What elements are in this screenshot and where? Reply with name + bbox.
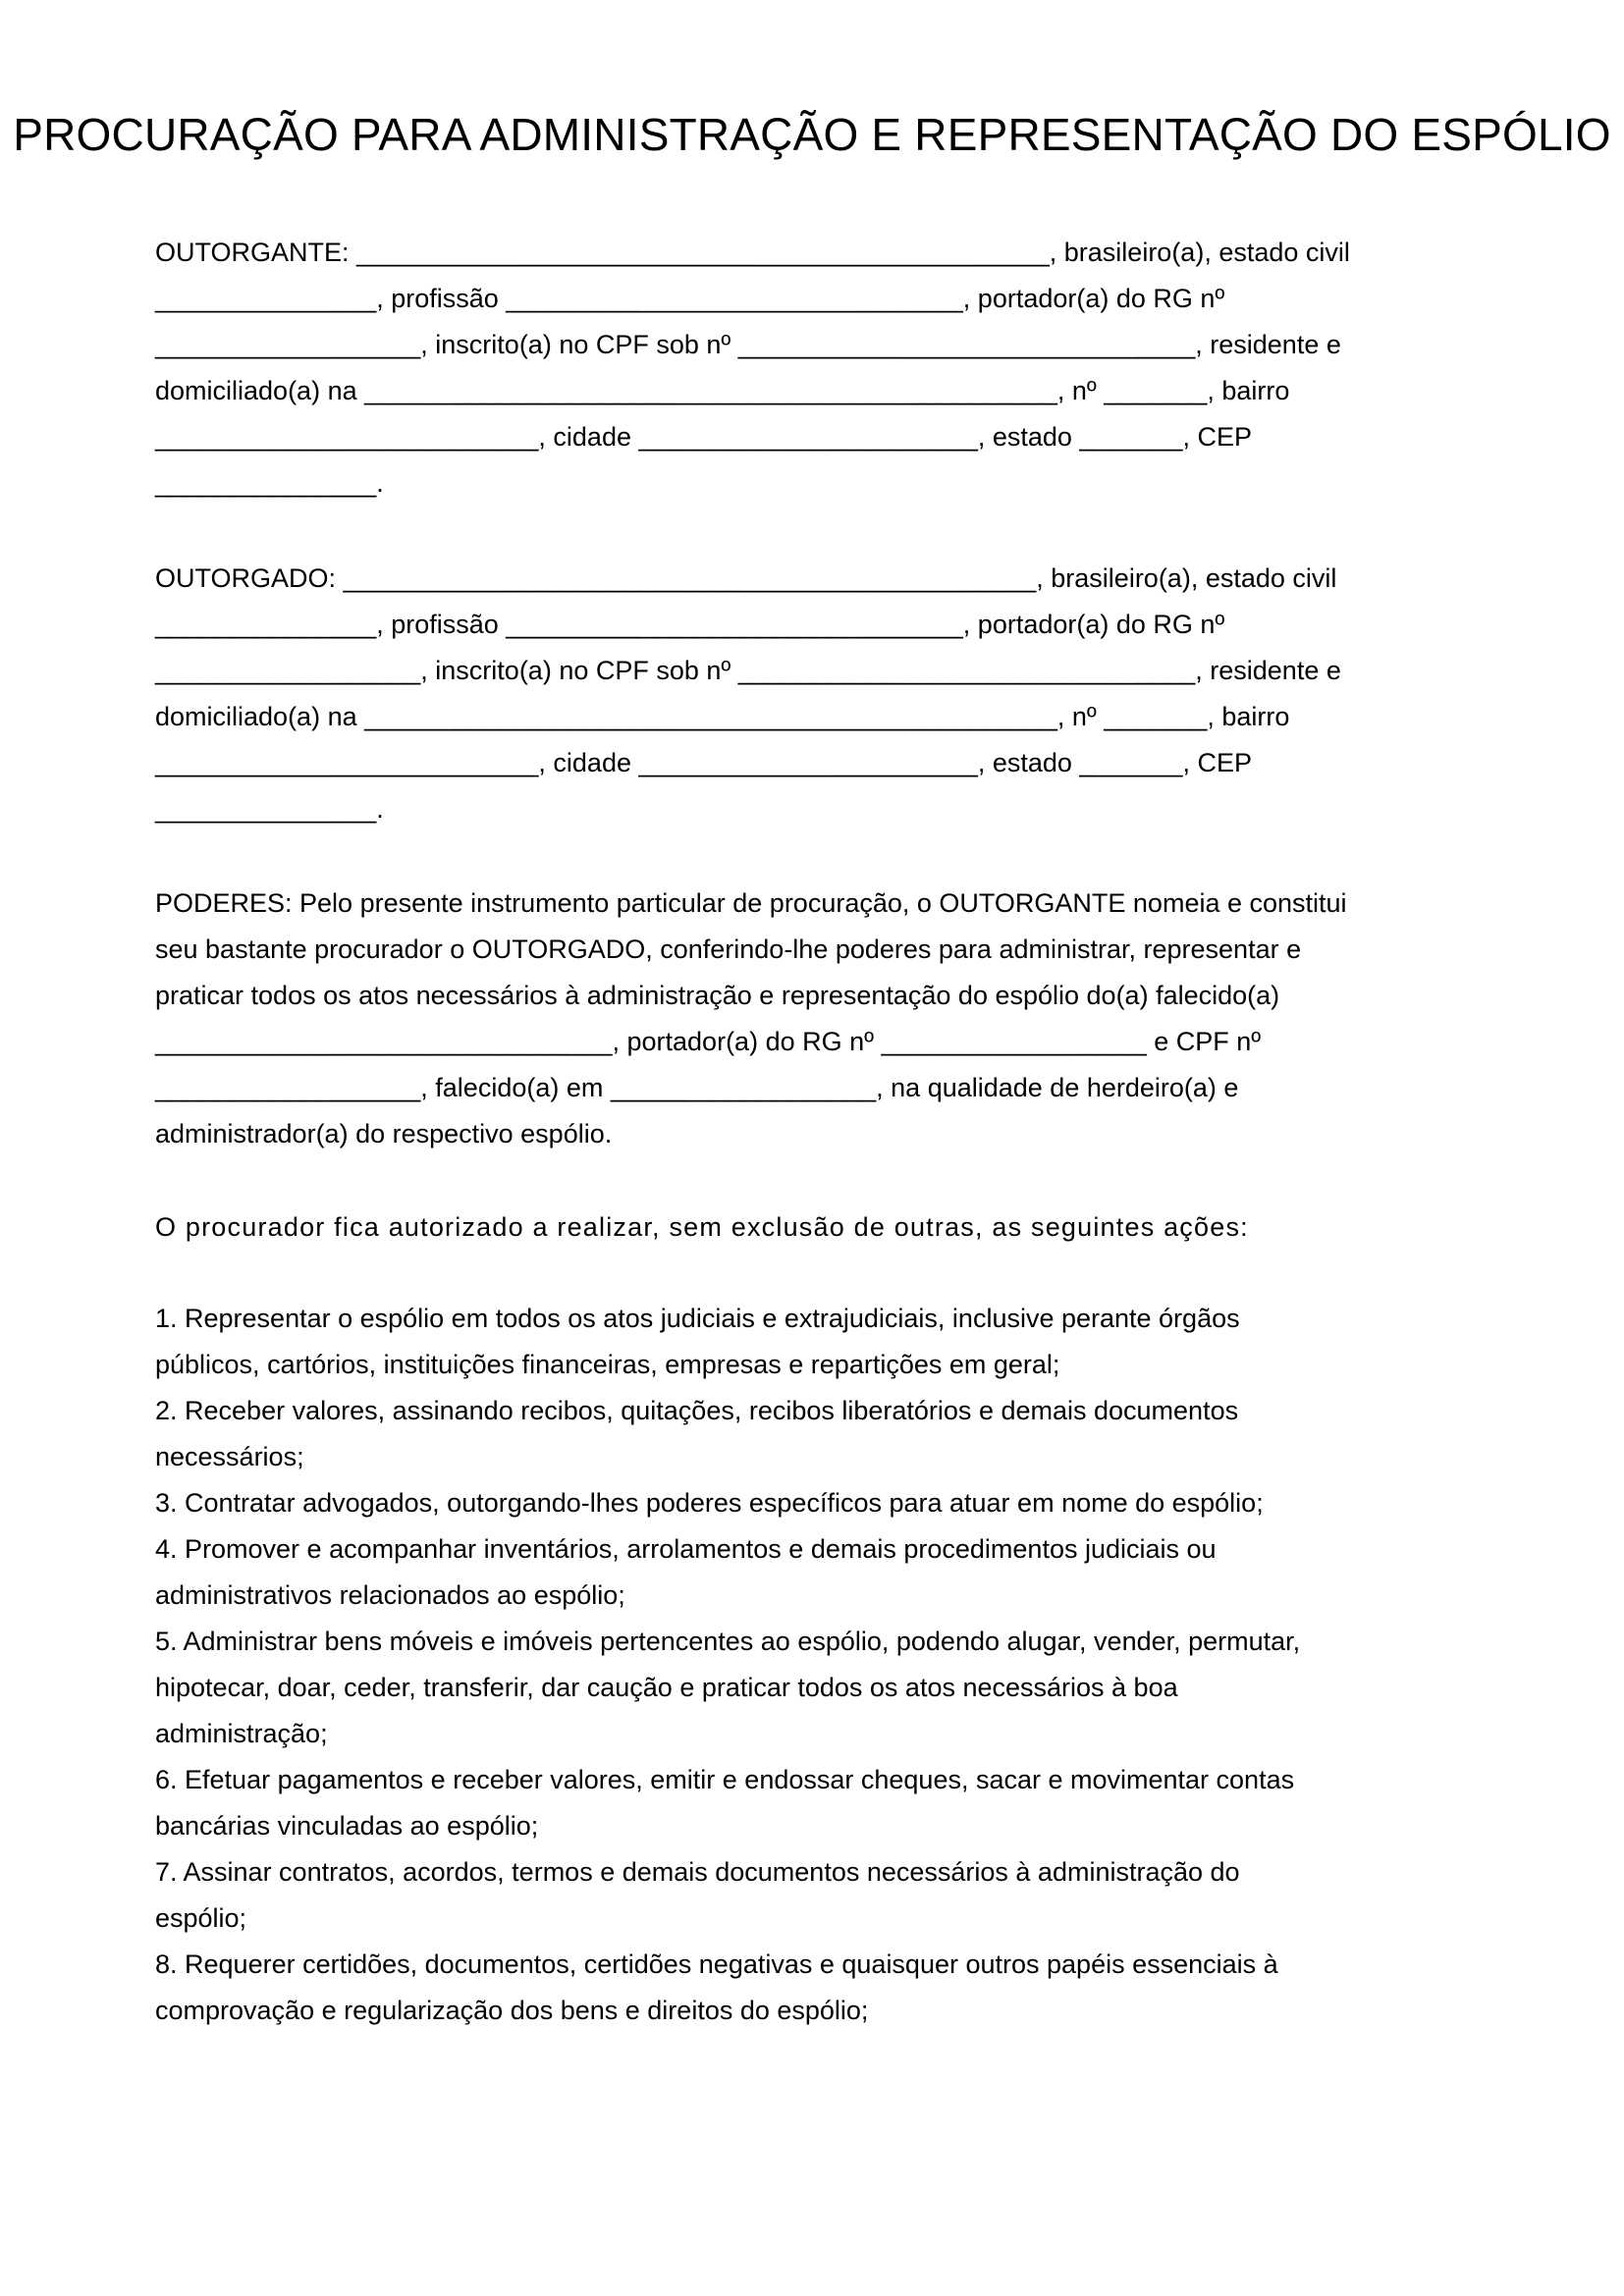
actions-list-line: 1. Representar o espólio em todos os atos judiciais e extrajudiciais, inclusive perante órgãos [155, 1304, 1240, 1333]
actions-list-line: hipotecar, doar, ceder, transferir, dar caução e praticar todos os atos necessários à boa [155, 1673, 1178, 1702]
actions-list-line: 8. Requerer certidões, documentos, certidões negativas e quaisquer outros papéis essenciais à [155, 1949, 1278, 1979]
actions-list [155, 1296, 1490, 2034]
outorgado-line: _______________, profissão _______________________________, portador(a) do RG nº [155, 610, 1225, 639]
actions-list-line: 5. Administrar bens móveis e imóveis pertencentes ao espólio, podendo alugar, vender, permutar, [155, 1627, 1301, 1656]
actions-list-line: públicos, cartórios, instituições financeiras, empresas e repartições em geral; [155, 1350, 1060, 1379]
outorgado-line: domiciliado(a) na _______________________________________________, nº _______, bairro [155, 702, 1290, 731]
actions-list-line: administração; [155, 1719, 328, 1748]
poderes-line: administrador(a) do respectivo espólio. [155, 1119, 613, 1148]
outorgante-line: __________________________, cidade _______________________, estado _______, CEP [155, 422, 1253, 452]
actions-intro: O procurador fica autorizado a realizar, sem exclusão de outras, as seguintes ações: [155, 1212, 1249, 1242]
actions-list-line: necessários; [155, 1442, 304, 1471]
poderes-line: _______________________________, portador(a) do RG nº __________________ e CPF nº [155, 1027, 1262, 1056]
actions-list-line: 4. Promover e acompanhar inventários, arrolamentos e demais procedimentos judiciais ou [155, 1534, 1217, 1564]
actions-list-line: espólio; [155, 1903, 247, 1933]
outorgante-section [155, 230, 1490, 507]
outorgado-line: _______________. [155, 794, 384, 824]
actions-intro-section [155, 1204, 1490, 1251]
outorgante-line: __________________, inscrito(a) no CPF sob nº _______________________________, residente e [155, 330, 1341, 359]
poderes-line: __________________, falecido(a) em __________________, na qualidade de herdeiro(a) e [155, 1073, 1239, 1102]
actions-list-line: 7. Assinar contratos, acordos, termos e demais documentos necessários à administração do [155, 1857, 1240, 1887]
poderes-line: praticar todos os atos necessários à administração e representação do espólio do(a) falecido(a) [155, 981, 1280, 1010]
outorgante-line: _______________. [155, 468, 384, 498]
outorgante-line: OUTORGANTE: _______________________________________________, brasileiro(a), estado civil [155, 238, 1350, 267]
actions-list-line: 6. Efetuar pagamentos e receber valores, emitir e endossar cheques, sacar e movimentar contas [155, 1765, 1295, 1794]
poderes-section [155, 881, 1490, 1157]
outorgado-section [155, 556, 1490, 832]
actions-list-line: 3. Contratar advogados, outorgando-lhes poderes específicos para atuar em nome do espólio; [155, 1488, 1264, 1518]
poderes-line: seu bastante procurador o OUTORGADO, conferindo-lhe poderes para administrar, representar e [155, 934, 1302, 964]
outorgante-line: domiciliado(a) na _______________________________________________, nº _______, bairro [155, 376, 1290, 405]
outorgado-line: __________________, inscrito(a) no CPF sob nº _______________________________, residente e [155, 656, 1341, 685]
outorgante-line: _______________, profissão _______________________________, portador(a) do RG nº [155, 284, 1225, 313]
actions-list-line: 2. Receber valores, assinando recibos, quitações, recibos liberatórios e demais documentos [155, 1396, 1239, 1425]
poderes-line: PODERES: Pelo presente instrumento particular de procuração, o OUTORGANTE nomeia e constitui [155, 888, 1347, 918]
outorgado-line: OUTORGADO: _______________________________________________, brasileiro(a), estado civil [155, 563, 1337, 593]
actions-list-line: administrativos relacionados ao espólio; [155, 1580, 625, 1610]
outorgado-line: __________________________, cidade _______________________, estado _______, CEP [155, 748, 1253, 777]
document-title: PROCURAÇÃO PARA ADMINISTRAÇÃO E REPRESENTAÇÃO DO ESPÓLIO [13, 109, 1611, 160]
actions-list-line: comprovação e regularização dos bens e direitos do espólio; [155, 1996, 869, 2025]
actions-list-line: bancárias vinculadas ao espólio; [155, 1811, 539, 1841]
